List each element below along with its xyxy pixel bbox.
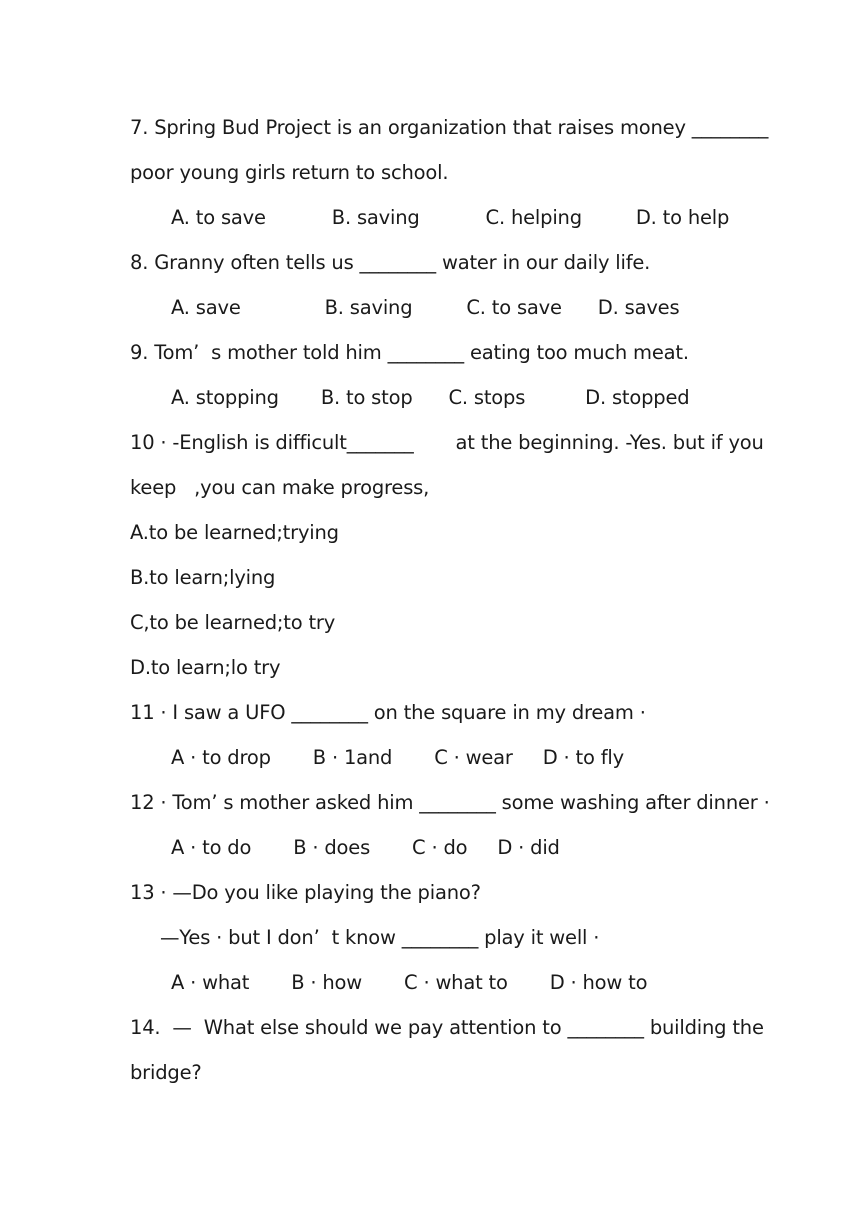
question-13-stem: 13 · —Do you like playing the piano?	[130, 881, 481, 904]
question-12-options: A · to do B · does C · do D · did	[171, 836, 560, 859]
question-9-options: A. stopping B. to stop C. stops D. stopped	[171, 386, 690, 409]
question-7-stem-continued: poor young girls return to school.	[130, 161, 449, 184]
question-10-option-c: C,to be learned;to try	[130, 611, 336, 634]
question-10-option-b: B.to learn;lying	[130, 566, 276, 589]
question-10-option-a: A.to be learned;trying	[130, 521, 339, 544]
question-11-options: A · to drop B · 1and C · wear D · to fly	[171, 746, 624, 769]
question-8-options: A. save B. saving C. to save D. saves	[171, 296, 680, 319]
question-8-stem: 8. Granny often tells us ________ water in our daily life.	[130, 251, 651, 274]
question-7-stem: 7. Spring Bud Project is an organization that raises money ________	[130, 116, 769, 139]
question-14-stem: 14. — What else should we pay attention to ________ building the	[130, 1016, 764, 1039]
question-10-option-d: D.to learn;lo try	[130, 656, 281, 679]
question-12-stem: 12 · Tom’ s mother asked him ________ some washing after dinner ·	[130, 791, 770, 814]
question-10-stem-continued: keep ,you can make progress,	[130, 476, 430, 499]
question-9-stem: 9. Tom’ s mother told him ________ eating too much meat.	[130, 341, 689, 364]
question-10-stem: 10 · -English is difficult_______ at the beginning. -Yes. but if you	[130, 431, 764, 454]
question-7-options: A. to save B. saving C. helping D. to help	[171, 206, 730, 229]
question-14-stem-continued: bridge?	[130, 1061, 202, 1084]
question-13-reply: —Yes · but I don’ t know ________ play it well ·	[160, 926, 600, 949]
question-11-stem: 11 · I saw a UFO ________ on the square in my dream ·	[130, 701, 646, 724]
question-13-options: A · what B · how C · what to D · how to	[171, 971, 648, 994]
